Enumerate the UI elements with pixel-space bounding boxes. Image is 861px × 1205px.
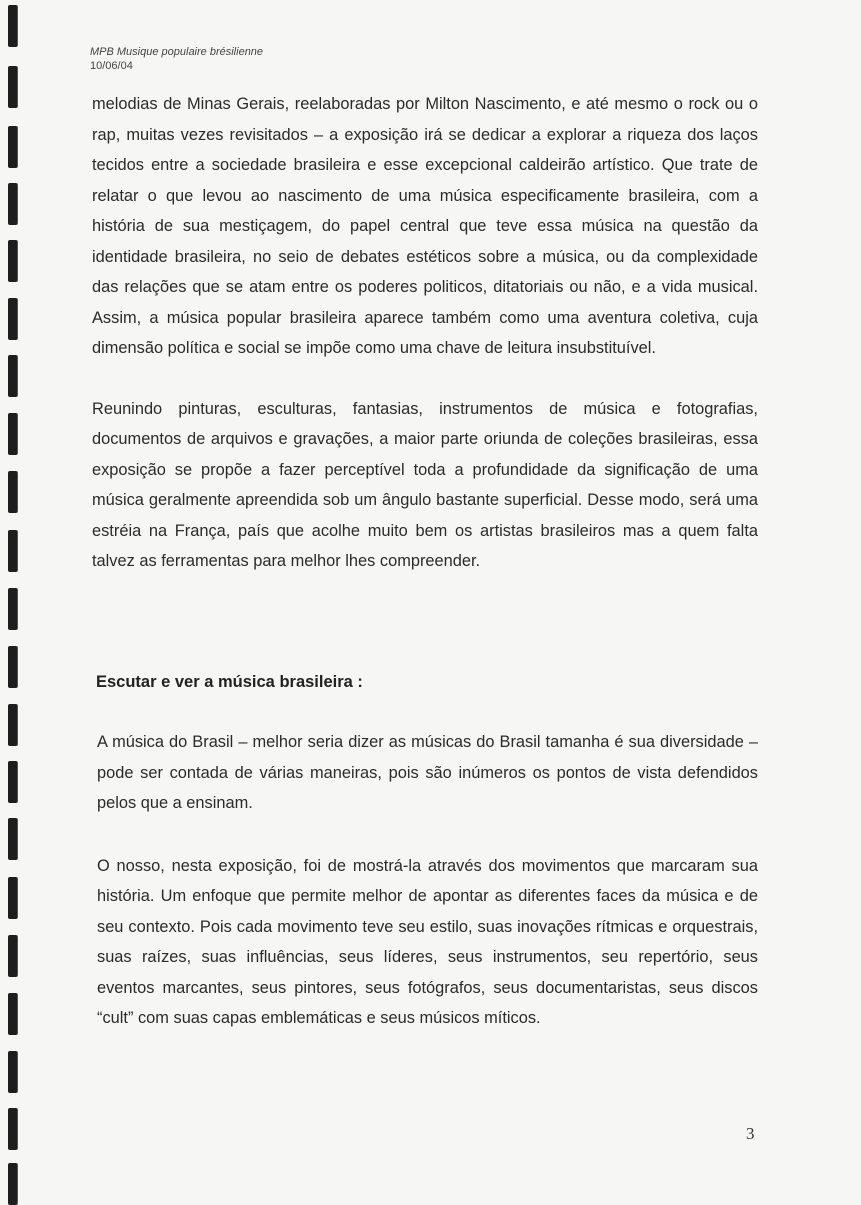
binding-ring — [8, 877, 17, 919]
binding-ring — [8, 126, 17, 168]
paragraph: melodias de Minas Gerais, reelaboradas por Milton Nascimento, e até mesmo o rock ou o rap, muitas vezes revisitados – a exposição irá se dedicar a explorar a riqueza dos laços tecidos entre a sociedade brasileira e esse excepcional caldeirão artístico. Que trate de relatar o que levou ao nascimento de uma música especificamente brasileira, com a história de sua mestiçagem, do papel central que teve essa música na questão da identidade brasileira, no seio de debates estéticos sobre a música, ou da complexidade das relações que se atam entre os poderes politicos, ditatoriais ou não, e a vida musical. Assim, a música popular brasileira aparece também como uma aventura coletiva, cuja dimensão política e social se impõe como uma chave de leitura insubstituível. — [92, 95, 758, 357]
section-body — [97, 727, 758, 1034]
binding-ring — [8, 298, 17, 340]
header-date: 10/06/04 — [90, 60, 133, 72]
header-title: MPB Musique populaire brésilienne — [90, 46, 264, 58]
binding-ring — [8, 704, 17, 746]
binding-ring — [8, 355, 17, 397]
binding-ring — [8, 935, 17, 977]
paragraph: O nosso, nesta exposição, foi de mostrá-la através dos movimentos que marcaram sua história. Um enfoque que permite melhor de apontar as diferentes faces da música e de seu contexto. Pois cada movimento teve seu estilo, suas inovações rítmicas e orquestrais, suas raízes, suas influências, seus líderes, seus instrumentos, seu repertório, seus eventos marcantes, seus pintores, seus fotógrafos, seus documentaristas, seus discos “cult” com suas capas emblemáticas e seus músicos míticos. — [97, 856, 758, 1027]
paragraph: A música do Brasil – melhor seria dizer as músicas do Brasil tamanha é sua diversidade – pode ser contada de várias maneiras, pois são inúmeros os pontos de vista defendidos pelos que a ensinam. — [97, 733, 758, 812]
binding-ring — [8, 818, 17, 860]
binding-ring — [8, 66, 17, 108]
binding-ring — [8, 183, 17, 225]
body-text — [92, 89, 758, 577]
binding-ring — [8, 1163, 17, 1205]
binding-ring — [8, 646, 17, 688]
binding-ring — [8, 588, 17, 630]
binding-ring — [8, 413, 17, 455]
page-header — [90, 45, 263, 73]
binding-ring — [8, 1108, 17, 1150]
binding-ring — [8, 1051, 17, 1093]
binding-ring — [8, 5, 17, 47]
section-heading: Escutar e ver a música brasileira : — [96, 673, 363, 691]
spiral-binding — [0, 0, 30, 1197]
paragraph: Reunindo pinturas, esculturas, fantasias, instrumentos de música e fotografias, documentos de arquivos e gravações, a maior parte oriunda de coleções brasileiras, essa exposição se propõe a fazer perceptível toda a profundidade da significação de uma música geralmente apreendida sob um ângulo bastante superficial. Desse modo, será uma estréia na França, país que acolhe muito bem os artistas brasileiros mas a quem falta talvez as ferramentas para melhor lhes compreender. — [92, 399, 758, 570]
page-number: 3 — [746, 1124, 755, 1143]
binding-ring — [8, 471, 17, 513]
binding-ring — [8, 240, 17, 282]
binding-ring — [8, 993, 17, 1035]
binding-ring — [8, 530, 17, 572]
binding-ring — [8, 761, 17, 803]
